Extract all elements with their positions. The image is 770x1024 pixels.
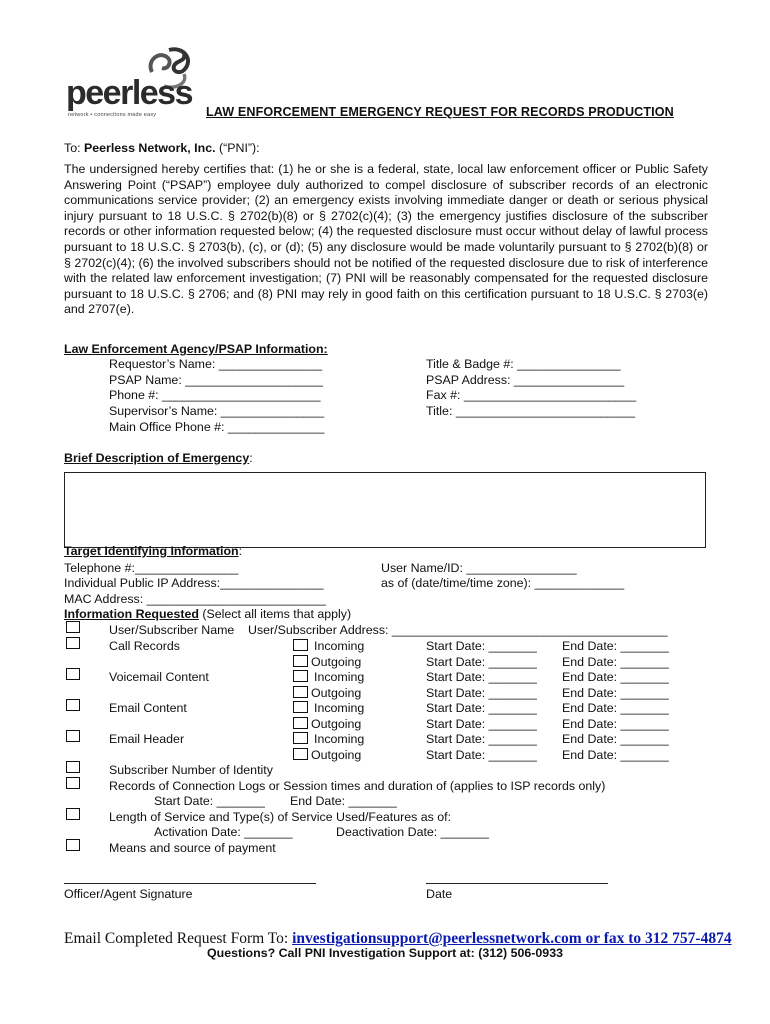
incoming-label: Incoming	[314, 701, 365, 715]
conn-start-date-field[interactable]: Start Date: _______	[154, 794, 265, 808]
to-prefix: To:	[64, 141, 84, 155]
certification-paragraph: The undersigned hereby certifies that: (1) he or she is a federal, state, local law enforcement officer or Public Safety Answering Point (“PSAP”) employee duly authorized to compel disclosure of subscriber records of an electronic communications service provider; (2) an emergency exists involving immediate danger or death or serious physical injury pursuant to 18 U.S.C. § 2702(b)(8) or § 2702(c)(4); (3) the emergency justifies disclosure of the subscriber records or other information requested below; (4) the requested disclosure must occur without delay of lawful process pursuant to 18 U.S.C. § 2703(b), (c), or (d); (5) any disclosure would be made voluntarily pursuant to § 2702(b)(8) or § 2702(c)(4); (6) the involved subscribers should not be notified of the requested disclosure due to risk of interference with the related law enforcement investigation; (7) PNI will be reasonably compensated for the requested disclosure pursuant to 18 U.S.C. § 2706; and (8) PNI may rely in good faith on this certification pursuant to 18 U.S.C. § 2703(e) and 2707(e).	[64, 162, 708, 317]
payment-checkbox[interactable]	[66, 839, 80, 851]
incoming-label: Incoming	[314, 732, 365, 746]
conn-end-date-field[interactable]: End Date: _______	[290, 794, 397, 808]
target-heading	[64, 544, 242, 558]
email-outgoing-checkbox[interactable]	[293, 717, 308, 729]
header-incoming-checkbox[interactable]	[293, 732, 308, 744]
emergency-heading-text: Brief Description of Emergency	[64, 451, 250, 465]
call-records-checkbox[interactable]	[66, 637, 80, 649]
to-suffix: (“PNI”):	[215, 141, 260, 155]
ip-address-field[interactable]: Individual Public IP Address:_______________	[64, 576, 324, 590]
start-date-field[interactable]: Start Date: _______	[426, 670, 537, 684]
voicemail-outgoing-checkbox[interactable]	[293, 686, 308, 698]
end-date-field[interactable]: End Date: _______	[562, 732, 669, 746]
email-content-label: Email Content	[109, 701, 187, 715]
title-badge-field[interactable]: Title & Badge #: _______________	[426, 357, 621, 371]
deactivation-date-field[interactable]: Deactivation Date: _______	[336, 825, 489, 839]
subscriber-address-field[interactable]: User/Subscriber Address: ________________________________________	[248, 623, 668, 637]
incoming-label: Incoming	[314, 639, 365, 653]
sni-label: Subscriber Number of Identity	[109, 763, 273, 777]
start-date-field[interactable]: Start Date: _______	[426, 732, 537, 746]
psap-address-field[interactable]: PSAP Address: ________________	[426, 373, 625, 387]
connection-logs-label: Records of Connection Logs or Session times and duration of (applies to ISP records only)	[109, 779, 606, 793]
signature-label: Officer/Agent Signature	[64, 887, 193, 901]
emergency-heading-colon: :	[249, 451, 253, 465]
requestor-name-field[interactable]: Requestor’s Name: _______________	[109, 357, 323, 371]
sni-checkbox[interactable]	[66, 761, 80, 773]
phone-field[interactable]: Phone #: _______________________	[109, 388, 321, 402]
supervisor-name-field[interactable]: Supervisor’s Name: _______________	[109, 404, 325, 418]
questions-line: Questions? Call PNI Investigation Support at: (312) 506-0933	[207, 946, 563, 960]
service-label: Length of Service and Type(s) of Service Used/Features as of:	[109, 810, 452, 824]
end-date-field[interactable]: End Date: _______	[562, 639, 669, 653]
email-incoming-checkbox[interactable]	[293, 701, 308, 713]
signature-line[interactable]	[64, 883, 316, 884]
outgoing-label: Outgoing	[311, 748, 362, 762]
target-heading-colon: :	[238, 544, 243, 558]
end-date-field[interactable]: End Date: _______	[562, 748, 669, 762]
start-date-field[interactable]: Start Date: _______	[426, 639, 537, 653]
outgoing-label: Outgoing	[311, 655, 362, 669]
start-date-field[interactable]: Start Date: _______	[426, 748, 537, 762]
title-field[interactable]: Title: __________________________	[426, 404, 636, 418]
outgoing-label: Outgoing	[311, 686, 362, 700]
call-outgoing-checkbox[interactable]	[293, 655, 308, 667]
as-of-field[interactable]: as of (date/time/time zone): _____________	[381, 576, 625, 590]
info-heading-text: Information Requested	[64, 607, 199, 621]
email-content-checkbox[interactable]	[66, 699, 80, 711]
start-date-field[interactable]: Start Date: _______	[426, 655, 537, 669]
page-title: LAW ENFORCEMENT EMERGENCY REQUEST FOR RECORDS PRODUCTION	[206, 105, 674, 119]
voicemail-checkbox[interactable]	[66, 668, 80, 680]
psap-name-field[interactable]: PSAP Name: ____________________	[109, 373, 324, 387]
end-date-field[interactable]: End Date: _______	[562, 717, 669, 731]
outgoing-label: Outgoing	[311, 717, 362, 731]
emergency-heading	[64, 451, 253, 465]
main-office-phone-field[interactable]: Main Office Phone #: ______________	[109, 420, 325, 434]
logo-wordmark: peerless	[66, 74, 192, 112]
info-heading	[64, 607, 351, 621]
to-company: Peerless Network, Inc.	[83, 141, 216, 155]
start-date-field[interactable]: Start Date: _______	[426, 701, 537, 715]
end-date-field[interactable]: End Date: _______	[562, 670, 669, 684]
start-date-field[interactable]: Start Date: _______	[426, 686, 537, 700]
fax-field[interactable]: Fax #: _________________________	[426, 388, 637, 402]
logo-tagline: network • connections made easy	[68, 112, 157, 118]
start-date-field[interactable]: Start Date: _______	[426, 717, 537, 731]
email-prefix: Email Completed Request Form To:	[64, 930, 293, 947]
mac-address-field[interactable]: MAC Address: __________________________	[64, 592, 326, 606]
telephone-field[interactable]: Telephone #:_______________	[64, 561, 239, 575]
username-field[interactable]: User Name/ID: ________________	[381, 561, 577, 575]
target-heading-text: Target Identifying Information	[64, 544, 239, 558]
emergency-description-box[interactable]	[64, 472, 706, 548]
date-label: Date	[426, 887, 453, 901]
end-date-field[interactable]: End Date: _______	[562, 701, 669, 715]
payment-label: Means and source of payment	[109, 841, 276, 855]
info-heading-note: (Select all items that apply)	[198, 607, 352, 621]
agency-heading: Law Enforcement Agency/PSAP Information:	[64, 342, 328, 356]
peerless-logo	[64, 46, 194, 126]
voicemail-incoming-checkbox[interactable]	[293, 670, 308, 682]
email-header-checkbox[interactable]	[66, 730, 80, 742]
call-records-label: Call Records	[109, 639, 180, 653]
date-line[interactable]	[426, 883, 608, 884]
subscriber-name-checkbox[interactable]	[66, 621, 80, 633]
call-incoming-checkbox[interactable]	[293, 639, 308, 651]
connection-logs-checkbox[interactable]	[66, 777, 80, 789]
to-line	[64, 141, 260, 155]
voicemail-label: Voicemail Content	[109, 670, 209, 684]
end-date-field[interactable]: End Date: _______	[562, 655, 669, 669]
email-link[interactable]: investigationsupport@peerlessnetwork.com or fax to 312 757-4874	[292, 930, 732, 947]
subscriber-name-label: User/Subscriber Name	[109, 623, 235, 637]
header-outgoing-checkbox[interactable]	[293, 748, 308, 760]
activation-date-field[interactable]: Activation Date: _______	[154, 825, 293, 839]
end-date-field[interactable]: End Date: _______	[562, 686, 669, 700]
email-header-label: Email Header	[109, 732, 185, 746]
service-checkbox[interactable]	[66, 808, 80, 820]
incoming-label: Incoming	[314, 670, 365, 684]
